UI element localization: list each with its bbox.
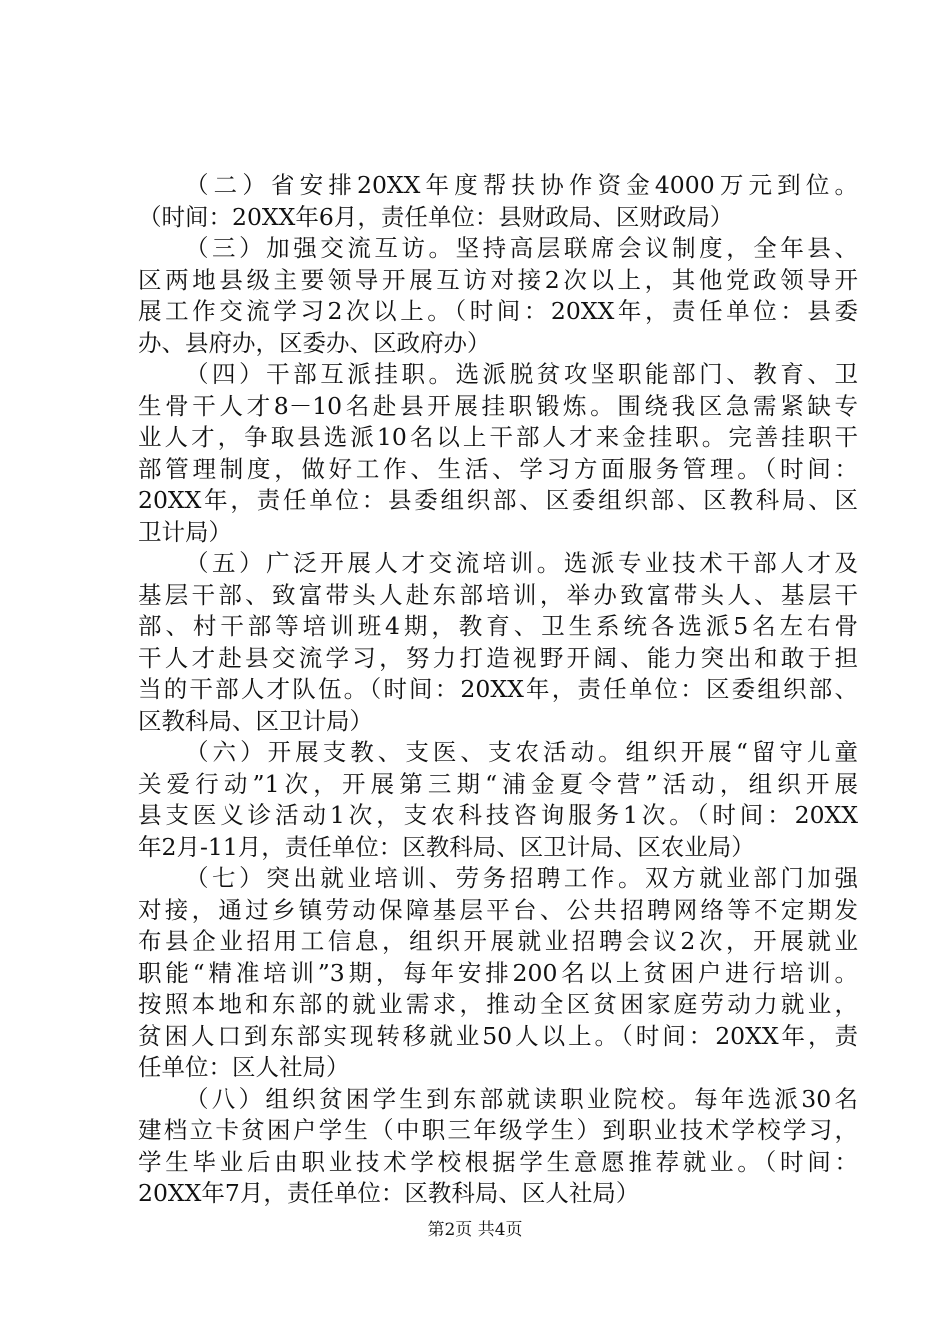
paragraph-5 xyxy=(138,548,858,737)
text-line: 部管理制度，做好工作、生活、学习方面服务管理。（时间： xyxy=(138,454,858,483)
text-line: 关爱行动”1次，开展第三期“浦金夏令营”活动，组织开展 xyxy=(138,769,858,798)
text-line: 办、县府办，区委办、区政府办） xyxy=(138,328,491,357)
text-line: 区教科局、区卫计局） xyxy=(138,706,373,735)
text-line: 基层干部、致富带头人赴东部培训，举办致富带头人、基层干 xyxy=(138,580,858,609)
text-line: 20XX年7月，责任单位：区教科局、区人社局） xyxy=(138,1179,640,1207)
text-line: 干人才赴县交流学习，努力打造视野开阔、能力突出和敢于担 xyxy=(138,643,858,672)
paragraph-6 xyxy=(138,737,858,863)
text-line: （七）突出就业培训、劳务招聘工作。双方就业部门加强 xyxy=(185,864,858,892)
page-number-footer: 第2页 共4页 xyxy=(427,1220,523,1240)
text-line: 县支医义诊活动1次，支农科技咨询服务1次。（时间：20XX xyxy=(138,801,858,829)
text-line: 展工作交流学习2次以上。（时间：20XX年，责任单位：县委 xyxy=(138,297,858,325)
text-line: （六）开展支教、支医、支农活动。组织开展“留守儿童 xyxy=(185,738,858,766)
paragraph-7 xyxy=(138,863,858,1084)
paragraph-4 xyxy=(138,359,858,548)
text-line: 当的干部人才队伍。（时间：20XX年，责任单位：区委组织部、 xyxy=(138,675,858,703)
paragraph-2 xyxy=(138,170,858,233)
text-line: 对接，通过乡镇劳动保障基层平台、公共招聘网络等不定期发 xyxy=(138,895,858,924)
text-line: 任单位：区人社局） xyxy=(138,1053,350,1081)
document-body xyxy=(138,170,858,1210)
text-line: 20XX年，责任单位：县委组织部、区委组织部、区教科局、区 xyxy=(138,486,858,514)
text-line: 职能“精准培训”3期，每年安排200名以上贫困户进行培训。 xyxy=(138,958,858,987)
text-line: （四）干部互派挂职。选派脱贫攻坚职能部门、教育、卫 xyxy=(185,360,858,388)
text-line: （三）加强交流互访。坚持高层联席会议制度，全年县、 xyxy=(185,234,858,262)
text-line: 卫计局） xyxy=(138,517,232,546)
text-line: 建档立卡贫困户学生（中职三年级学生）到职业技术学校学习， xyxy=(138,1116,858,1144)
text-line: （二）省安排20XX年度帮扶协作资金4000万元到位。 xyxy=(185,171,858,199)
text-line: 布县企业招用工信息，组织开展就业招聘会议2次，开展就业 xyxy=(138,927,858,955)
text-line: 区两地县级主要领导开展互访对接2次以上，其他党政领导开 xyxy=(138,265,858,294)
paragraph-8 xyxy=(138,1084,858,1210)
text-line: 按照本地和东部的就业需求，推动全区贫困家庭劳动力就业， xyxy=(138,990,858,1018)
text-line: （五）广泛开展人才交流培训。选派专业技术干部人才及 xyxy=(185,549,858,577)
paragraph-3 xyxy=(138,233,858,359)
text-line: 学生毕业后由职业技术学校根据学生意愿推荐就业。（时间： xyxy=(138,1147,858,1176)
text-line: （八）组织贫困学生到东部就读职业院校。每年选派30名 xyxy=(185,1084,858,1113)
text-line: 贫困人口到东部实现转移就业50人以上。（时间：20XX年，责 xyxy=(138,1021,858,1050)
text-line: 年2月-11月，责任单位：区教科局、区卫计局、区农业局） xyxy=(138,832,755,861)
text-line: （时间：20XX年6月，责任单位：县财政局、区财政局） xyxy=(138,202,734,231)
text-line: 业人才，争取县选派10名以上干部人才来金挂职。完善挂职干 xyxy=(138,423,858,451)
text-line: 生骨干人才8－10名赴县开展挂职锻炼。围绕我区急需紧缺专 xyxy=(138,391,858,420)
text-line: 部、村干部等培训班4期，教育、卫生系统各选派5名左右骨 xyxy=(138,612,858,640)
